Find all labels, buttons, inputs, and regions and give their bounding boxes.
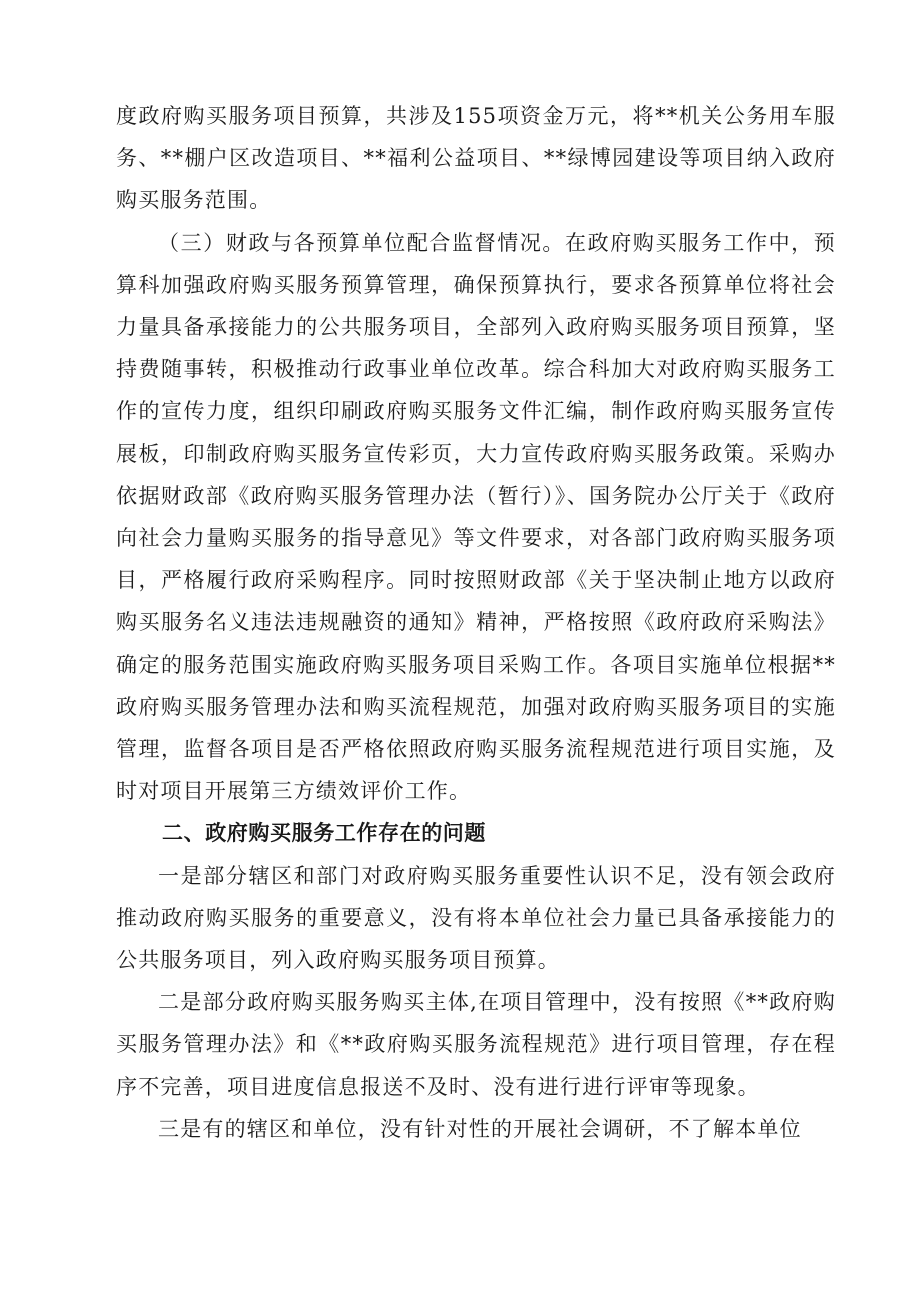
- paragraph-problem-3: 三是有的辖区和单位，没有针对性的开展社会调研，不了解本单位: [158, 1116, 802, 1141]
- paragraph-budget-continued: 度政府购买服务项目预算，共涉及155项资金万元，将**机关公务用车服务、**棚户区改造项目、**福利公益项目、**绿博园建设等项目纳入政府购买服务范围。: [116, 104, 836, 213]
- paragraph-problem-1: 一是部分辖区和部门对政府购买服务重要性认识不足，没有领会政府推动政府购买服务的重要意义，没有将本单位社会力量已具备承接能力的公共服务项目，列入政府购买服务项目预算。: [116, 863, 836, 973]
- section-heading-problems: 二、政府购买服务工作存在的问题: [162, 821, 486, 846]
- paragraph-problem-2: 二是部分政府购买服务购买主体,在项目管理中，没有按照《**政府购买服务管理办法》和《**政府购买服务流程规范》进行项目管理，存在程序不完善，项目进度信息报送不及时、没有进行进行评审等现象。: [116, 990, 836, 1099]
- paragraph-supervision: （三）财政与各预算单位配合监督情况。在政府购买服务工作中，预算科加强政府购买服务预算管理，确保预算执行，要求各预算单位将社会力量具备承接能力的公共服务项目，全部列入政府购买服务项目预算，坚持费随事转，积极推动行政事业单位改革。综合科加大对政府购买服务工作的宣传力度，组织印刷政府购买服务文件汇编，制作政府购买服务宣传展板，印制政府购买服务宣传彩页，大力宣传政府购买服务政策。采购办依据财政部《政府购买服务管理办法（暂行）》、国务院办公厅关于《政府向社会力量购买服务的指导意见》等文件要求，对各部门政府购买服务项目，严格履行政府采购程序。同时按照财政部《关于坚决制止地方以政府购买服务名义违法违规融资的通知》精神，严格按照《政府政府采购法》确定的服务范围实施政府购买服务项目采购工作。各项目实施单位根据**政府购买服务管理办法和购买流程规范，加强对政府购买服务项目的实施管理，监督各项目是否严格依照政府购买服务流程规范进行项目实施，及时对项目开展第三方绩效评价工作。: [116, 230, 836, 804]
- document-page: [116, 95, 836, 1150]
